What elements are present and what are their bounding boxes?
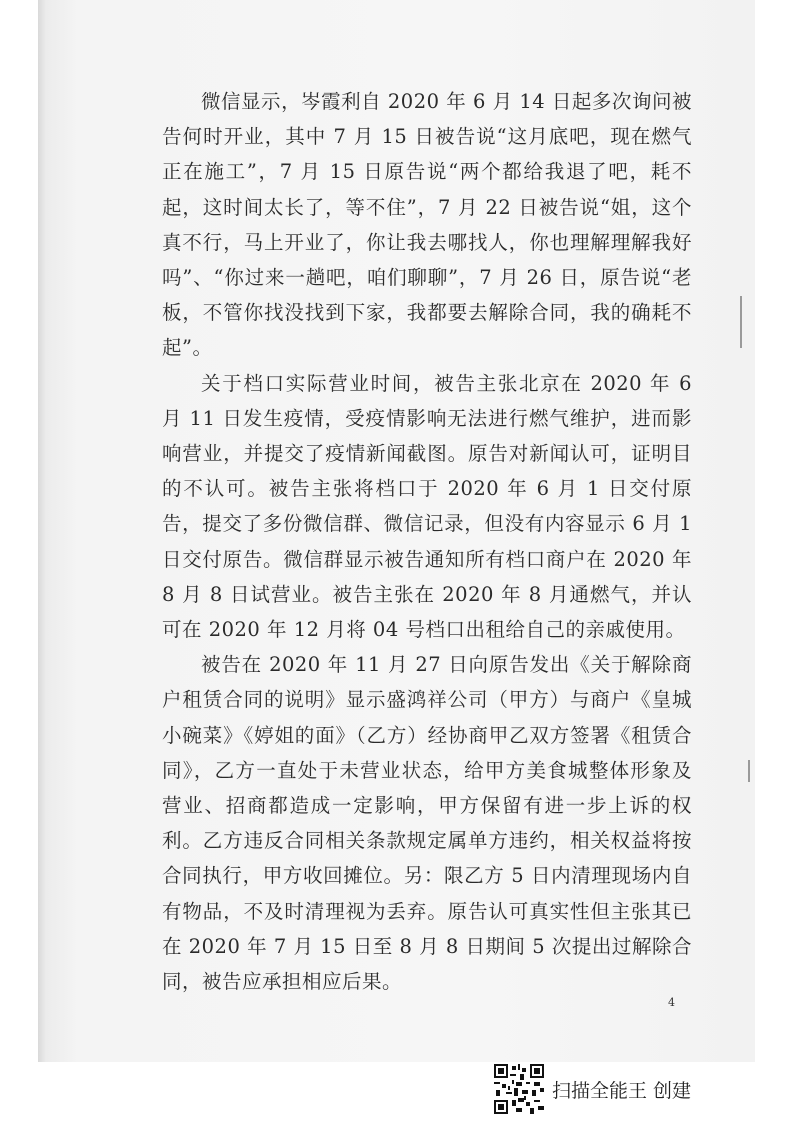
- paragraph-termination-notice: 被告在 2020 年 11 月 27 日向原告发出《关于解除商户租赁合同的说明》显示盛鸿祥公司（甲方）与商户《皇城小碗菜》《婷姐的面》（乙方）经协商甲乙双方签署《租赁合同》，乙方一直处于未营业状态，给甲方美食城整体形象及营业、招商都造成一定影响，甲方保留有进一步上诉的权利。乙方违反合同相关条款规定属单方违约，相关权益将按合同执行，甲方收回摊位。另：限乙方 5 日内清理现场内自有物品，不及时清理视为丢弃。原告认可真实性但主张其已在 2020 年 7 月 15 日至 8 月 8 日期间 5 次提出过解除合同，被告应承担相应后果。: [162, 653, 692, 994]
- scanner-app-credit: 扫描全能王 创建: [552, 1079, 692, 1102]
- scan-edge-mark: [740, 296, 742, 348]
- document-body: [162, 84, 692, 999]
- scan-edge-mark: [748, 760, 750, 782]
- paragraph-wechat-records: 微信显示，岑霞利自 2020 年 6 月 14 日起多次询问被告何时开业，其中 7 月 15 日被告说“这月底吧，现在燃气正在施工”，7 月 15 日原告说“两个都给我退了吧，耗不起，这时间太长了，等不住”，7 月 22 日被告说“姐，这个真不行，马上开业了，你让我去哪找人，你也理解理解我好吗”、“你过来一趟吧，咱们聊聊”，7 月 26 日，原告说“老板，不管你找没找到下家，我都要去解除合同，我的确耗不起”。: [162, 90, 692, 360]
- scanner-watermark: [494, 1064, 691, 1114]
- paragraph-business-time: 关于档口实际营业时间，被告主张北京在 2020 年 6 月 11 日发生疫情，受疫情影响无法进行燃气维护，进而影响营业，并提交了疫情新闻截图。原告对新闻认可，证明目的不认可。被告主张将档口于 2020 年 6 月 1 日交付原告，提交了多份微信群、微信记录，但没有内容显示 6 月 1 日交付原告。微信群显示被告通知所有档口商户在 2020 年 8 月 8 日试营业。被告主张在 2020 年 8 月通燃气，并认可在 2020 年 12 月将 04 号档口出租给自己的亲戚使用。: [162, 371, 692, 642]
- qr-code-icon: [494, 1064, 544, 1114]
- page-number: 4: [668, 996, 675, 1009]
